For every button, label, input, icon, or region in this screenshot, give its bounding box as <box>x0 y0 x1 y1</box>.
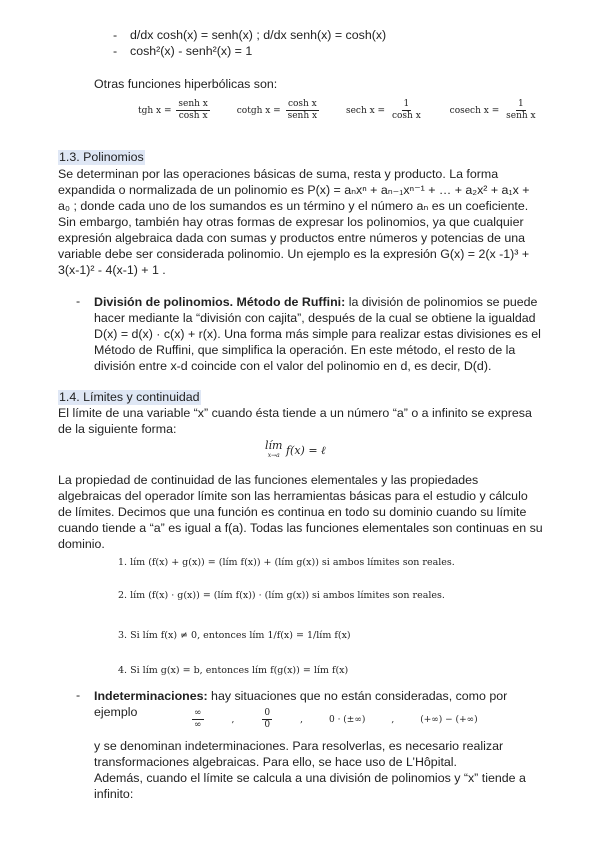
indeterminaciones-text: hay situaciones que no están consideradas, como por ejemplo <box>94 689 508 719</box>
form-inf-over-inf: $\frac{\infty}{\infty}$ <box>194 708 202 730</box>
sech-def: sech x = $\frac{1}{\text{cosh x}}$ <box>345 99 421 121</box>
limit-formula: lím x→a f(x) = ℓ <box>265 439 326 459</box>
bullet-dash: - <box>76 294 81 308</box>
limit-property-2: 2. lím (f(x) · g(x)) = (lím f(x)) · (lím g(x)) si ambos límites son reales. <box>118 590 445 601</box>
polinomios-paragraph: Se determinan por las operaciones básicas de suma, resta y producto. La forma expandida o normalizada de un polinomio es P(x) = aₙxⁿ + aₙ₋₁xⁿ⁻¹ + … + a₂x² + a₁x + a₀ ; donde cada uno de los sumandos es un término y el número aₙ es un coeficiente. Sin embargo, también hay otras formas de expresar los polinomios, ya que cualquier expresión algebraica dada con sumas y productos entre números y potencias de una variable debe ser considerada polinomio. Un ejemplo es la expresión G(x) = 2(x -1)³ + 3(x-1)² - 4(x-1) + 1 . <box>58 167 530 277</box>
form-zero-over-zero: $\frac{0}{0}$ <box>264 708 271 730</box>
derivative-identities: d/dx cosh(x) = senh(x) ; d/dx senh(x) = cosh(x) <box>130 28 387 42</box>
limit-property-4: 4. Si lím g(x) = b, entonces lím f(g(x)) = lím f(x) <box>118 665 349 676</box>
limit-property-1: 1. lím (f(x) + g(x)) = (lím f(x)) + (lím g(x)) si ambos límites son reales. <box>118 557 455 568</box>
indeterminaciones-paragraph: y se denominan indeterminaciones. Para resolverlas, es necesario realizar transformaciones algebraicas. Para ello, se hace uso de L’Hôpital. <box>94 739 504 769</box>
form-zero-times-inf: 0 · (±∞) <box>328 714 366 725</box>
form-inf-minus-inf: (+∞) − (+∞) <box>420 714 478 725</box>
tgh-def: tgh x = $\frac{\text{senh x}}{\text{cosh x}}$ <box>138 99 208 121</box>
cosech-def: cosech x = $\frac{1}{\text{senh x}}$ <box>449 99 536 121</box>
bullet-dash: - <box>76 688 81 702</box>
indeterminate-forms: $\frac{\infty}{\infty}$ , $\frac{0}{0}$ , 0 · (±∞) , (+∞) − (+∞) <box>194 708 478 730</box>
section-heading-polinomios: 1.3. Polinomios <box>59 150 144 164</box>
hyperbolic-definitions <box>138 99 540 122</box>
ruffini-text: la división de polinomios se puede hacer mediante la “división con cajita”, después de la cual se obtiene la igualdad D(x) = d(x) · c(x) + r(x). Una forma más simple para realizar estas divisiones es el Método de Ruffini, que simplifica la operación. En este método, el resto de la división entre x-d coincide con el valor del polinomio en d, es decir, D(d). <box>94 295 541 373</box>
cotgh-def: cotgh x = $\frac{\text{cosh x}}{\text{senh x}}$ <box>236 99 318 121</box>
continuidad-paragraph: La propiedad de continuidad de las funciones elementales y las propiedades algebraicas del operador límite son las herramientas básicas para el estudio y cálculo de límites. Decimos que una función es continua en todo su dominio cuando su límite cuando tiende a “a” es igual a f(a). Todas las funciones elementales son continuas en su dominio. <box>58 473 543 551</box>
ruffini-item <box>94 294 544 374</box>
section-heading-limites: 1.4. Límites y continuidad <box>59 390 200 404</box>
limit-property-3: 3. Si lím f(x) ≠ 0, entonces lím 1/f(x) = 1/lím f(x) <box>118 630 351 641</box>
otras-intro: Otras funciones hiperbólicas son: <box>94 77 278 91</box>
hyperbolic-identity: cosh²(x) - senh²(x) = 1 <box>130 44 253 58</box>
ruffini-title: División de polinomios. Método de Ruffini: <box>94 295 346 309</box>
bullet-dash: - <box>113 28 118 42</box>
bullet-dash: - <box>113 44 118 58</box>
limites-intro: El límite de una variable “x” cuando ésta tiende a un número “a” o a infinito se expresa de la siguiente forma: <box>58 406 532 436</box>
polynomial-division-intro: Además, cuando el límite se calcula a una división de polinomios y “x” tiende a infinito: <box>94 771 526 801</box>
indeterminaciones-title: Indeterminaciones: <box>94 689 208 703</box>
